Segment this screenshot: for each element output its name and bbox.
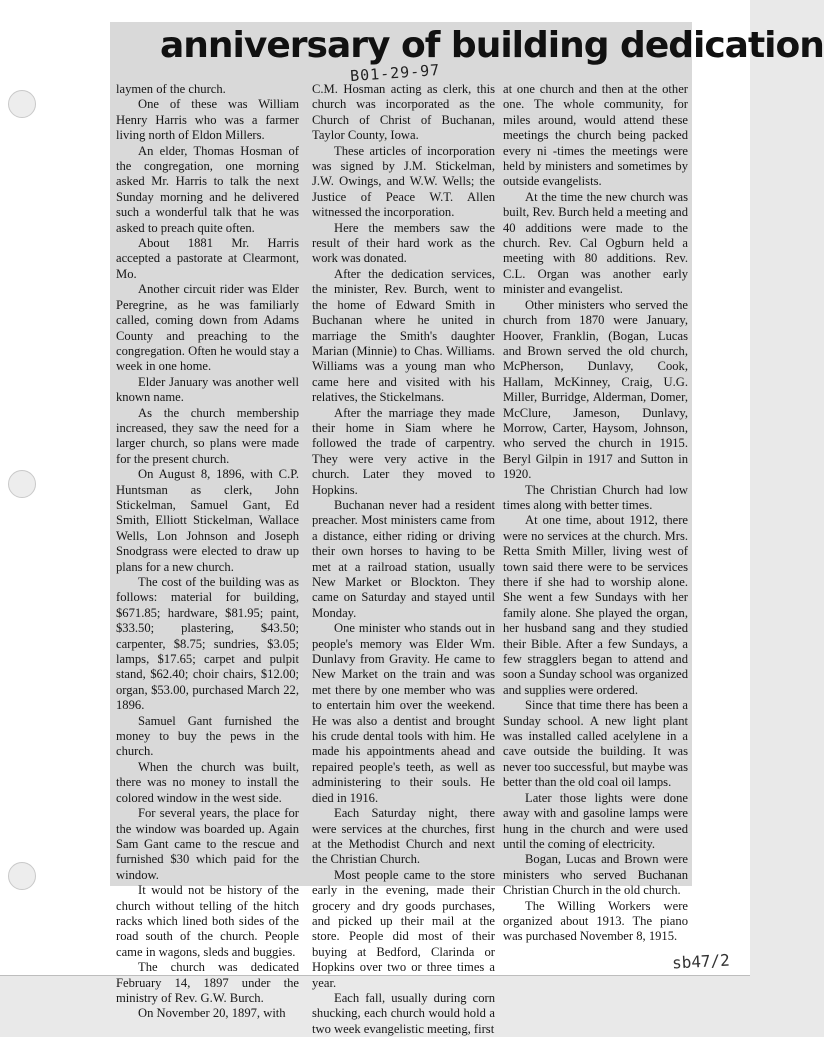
article-paragraph: The cost of the building was as follows: material for building, $671.85; hardware, $81.95; paint, $33.50; plastering, $43.50; carpenter, $8.75; sundries, $3.05; lamps, $17.65; carpet and pulpit stand, $62.40; choir chairs, $12.00; organ, $53.00, purchased March 22, 1896. <box>116 575 299 713</box>
article-paragraph: Most people came to the store early in the evening, made their grocery and dry goods purchases, and picked up their mail at the store. People did most of their buying at Bedford, Clarinda or Hopkins over two or three times a year. <box>312 867 495 990</box>
article-paragraph: About 1881 Mr. Harris accepted a pastorate at Clearmont, Mo. <box>116 236 299 281</box>
article-paragraph: Buchanan never had a resident preacher. Most ministers came from a distance, either riding or driving their own horses to having to be met at a railroad station, usually New Market or Blockton. They came on Saturday and stayed until Monday. <box>312 497 495 620</box>
article-paragraph: Elder January was another well known name. <box>116 374 299 405</box>
article-column-1 <box>116 82 299 1022</box>
article-paragraph: Other ministers who served the church from 1870 were January, Hoover, Franklin, (Bogan, Lucas and Brown served the old church, McPherson, Dunlavy, Cook, Hallam, McKinney, Craig, U.G. Miller, Burridge, Alderman, Domer, McClure, Jameson, Dunlavy, Morrow, Carter, Haysom, Johnson, who served the church in 1915. Beryl Gilpin in 1917 and Sutton in 1920. <box>503 297 688 482</box>
article-paragraph: At the time the new church was built, Rev. Burch held a meeting and 40 additions were made to the church. Rev. Cal Ogburn held a meeting with 80 additions. Rev. C.L. Organ was another early minister and evangelist. <box>503 189 688 297</box>
article-paragraph: On August 8, 1896, with C.P. Huntsman as clerk, John Stickelman, Samuel Gant, Ed Smith, Elliott Stickelman, Wallace Wells, Lon Johnson and Joseph Snodgrass were elected to draw up plans for a new church. <box>116 467 299 574</box>
article-paragraph: Each fall, usually during corn shucking, each church would hold a two week evangelistic meeting, first <box>312 990 495 1036</box>
article-paragraph: laymen of the church. <box>116 82 226 96</box>
article-paragraph: After the dedication services, the minister, Rev. Burch, went to the home of Edward Smith in Buchanan where he united in marriage the Smith's daughter Marian (Minnie) to Chas. Williams. Williams was a young man who came here and visited with his relatives, the Stickelmans. <box>312 266 495 405</box>
article-paragraph: At one time, about 1912, there were no services at the church. Mrs. Retta Smith Miller, living west of town said there were to be services there if she had to worship alone. She went a few Sundays with her family alone. She played the organ, her husband sang and they studied their Bible. After a few Sundays, a few stragglers began to attend and soon a Sunday school was organized and supplies were ordered. <box>503 513 688 697</box>
punch-hole-top <box>8 90 36 118</box>
article-paragraph: The Willing Workers were organized about 1913. The piano was purchased November 8, 1915. <box>503 898 688 944</box>
article-paragraph: An elder, Thomas Hosman of the congregation, one morning asked Mr. Harris to talk the next Sunday morning and he delivered such a wonderful talk that he was asked to preach quite often. <box>116 143 299 235</box>
article-paragraph: These articles of incorporation was signed by J.M. Stickelman, J.W. Owings, and W.W. Wells; the Justice of Peace W.T. Allen witnessed the incorporation. <box>312 143 495 220</box>
handwritten-reference: sb47/2 <box>671 950 731 973</box>
article-paragraph: Since that time there has been a Sunday school. A new light plant was installed called acelylene in a cave outside the building. It was never too successful, but maybe was better than the old coal oil lamps. <box>503 698 688 790</box>
article-paragraph: Later those lights were done away with and gasoline lamps were hung in the church and were used until the coming of electricity. <box>503 790 688 851</box>
punch-hole-middle <box>8 470 36 498</box>
article-paragraph: One minister who stands out in people's memory was Elder Wm. Dunlavy from Gravity. He came to New Market on the train and was met there by one member who was to entertain him over the weekend. He was also a dentist and brought his crude dental tools with him. He made his appointments ahead and repaired people's teeth, as well as administering to their souls. He died in 1916. <box>312 621 495 805</box>
article-column-2 <box>312 82 495 1037</box>
handwritten-date: B01-29-97 <box>349 60 441 86</box>
article-paragraph: The church was dedicated February 14, 1897 under the ministry of Rev. G.W. Burch. <box>116 960 299 1005</box>
article-paragraph: It would not be history of the church without telling of the hitch racks which lined both sides of the road south of the church. People came in wagons, sleds and buggies. <box>116 883 299 959</box>
headline: anniversary of building dedication <box>160 25 824 66</box>
article-paragraph: For several years, the place for the window was boarded up. Again Sam Gant came to the rescue and furnished $30 which paid for the window. <box>116 806 299 882</box>
punch-hole-bottom <box>8 862 36 890</box>
article-paragraph: Samuel Gant furnished the money to buy the pews in the church. <box>116 713 299 759</box>
article-paragraph: As the church membership increased, they saw the need for a larger church, so plans were made for the present church. <box>116 405 299 466</box>
article-paragraph: Another circuit rider was Elder Peregrine, as he was familiarly called, coming down from Adams County and preaching to the congregation. Often he would stay a week in one home. <box>116 282 299 374</box>
article-paragraph: at one church and then at the other one. The whole community, for miles around, would attend these meetings the church being packed every ni -times the meetings were held by ministers and sometimes by outside evangelists. <box>503 82 688 189</box>
article-paragraph: When the church was built, there was no money to install the colored window in the west side. <box>116 759 299 805</box>
article-paragraph: On November 20, 1897, with <box>138 1006 286 1021</box>
article-paragraph: Here the members saw the result of their hard work as the work was donated. <box>312 220 495 266</box>
article-paragraph: One of these was William Henry Harris who was a farmer living north of Eldon Millers. <box>116 97 299 143</box>
article-paragraph: The Christian Church had low times along with better times. <box>503 482 688 512</box>
article-paragraph: After the marriage they made their home in Siam where he followed the trade of carpentry. They were very active in the church. Later they moved to Hopkins. <box>312 405 495 497</box>
article-column-3 <box>503 82 688 945</box>
article-paragraph: Each Saturday night, there were services at the churches, first at the Methodist Church and next the Christian Church. <box>312 806 495 867</box>
article-paragraph: C.M. Hosman acting as clerk, this church was incorporated as the Church of Christ of Buchanan, Taylor County, Iowa. <box>312 82 495 143</box>
article-paragraph: Bogan, Lucas and Brown were ministers who served Buchanan Christian Church in the old church. <box>503 852 688 898</box>
